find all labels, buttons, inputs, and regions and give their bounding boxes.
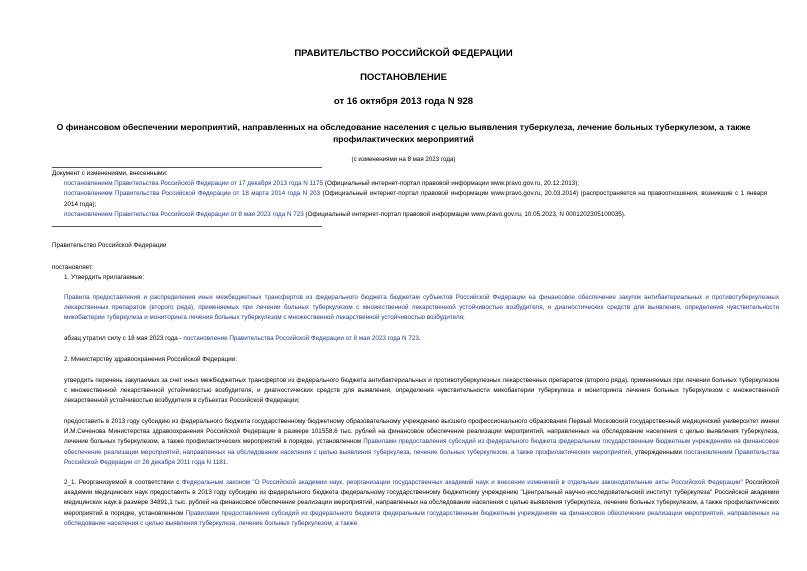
resolution-1181-link[interactable]: постановлением Правительства Российской Федерации от 28 декабря 2011 года N 1181 bbox=[64, 448, 780, 466]
separator-bottom bbox=[52, 226, 322, 227]
federal-law-link[interactable]: Федеральным законом "О Российской академии наук, реорганизации государственных академий наук и внесении изменений в отдельные законодательные акты Российской Федерации" bbox=[181, 479, 743, 486]
document-date-number: от 16 октября 2013 года N 928 bbox=[333, 96, 474, 107]
amendment-item: постановлением Правительства Российской Федерации от 18 марта 2014 года N 203 (Официальный интернет-портал правовой информации www.pravo.gov.ru, 20.03.2014) (распространяется на правоотношения, возникшие с 1 января 2014 года); bbox=[64, 190, 767, 208]
amendment-link[interactable]: постановлением Правительства Российской Федерации от 17 декабря 2013 года N 1175 bbox=[64, 180, 324, 188]
subsidy-rules-link-2[interactable]: Правилами предоставления субсидий из федерального бюджета федеральным государственным бюджетным учреждениям на финансовое обеспечение реализации мероприятий, направленных на обследование населения с целью выявления туберкулеза, лечение больных туберкулезом, а также bbox=[64, 509, 779, 527]
amendments-intro: Документ с изменениями, внесенными: bbox=[52, 170, 168, 177]
amendments-block bbox=[52, 169, 767, 220]
government-heading: ПРАВИТЕЛЬСТВО РОССИЙСКОЙ ФЕДЕРАЦИИ bbox=[294, 48, 513, 59]
subsidy-rules-link[interactable]: Правилами предоставления субсидий из федерального бюджета федеральным государственным бюджетным учреждениям на финансовое обеспечение реализации мероприятий, направленных на обследование населения с целью выявления туберкулеза, лечение больных туберкулезом, а также профилактических мероприятий bbox=[64, 438, 779, 456]
government-label: Правительство Российской Федерации bbox=[52, 242, 167, 249]
document-type-heading: ПОСТАНОВЛЕНИЕ bbox=[360, 72, 447, 83]
document-title: О финансовом обеспечении мероприятий, направленных на обследование населения с целью выявления туберкулеза, лечение больных туберкулезом, а также профилактических мероприятий bbox=[56, 122, 751, 144]
paragraph-2-1: 2_1. Реорганизуемой в соответствии с Федеральным законом "О Российской академии наук, реорганизации государственных академий наук и внесении изменений в отдельные законодательные акты Российской Федерации" Российской академии медицинских наук предоставить в 2013 году субсидию из федерального бюджета федеральному государственному бюджетному учреждению "Центральный научно-исследовательский институт туберкулеза" Российской академии медицинских наук в размере 34891,1 тыс. рублей на финансовое обеспечение реализации мероприятий, направленных на обследование населения с целью выявления туберкулеза, лечение больных туберкулезом, а также профилактических мероприятий в порядке, установленном Правилами предоставления субсидий из федерального бюджета федеральным государственным бюджетным учреждениям на финансовое обеспечение реализации мероприятий, направленных на обследование населения с целью выявления туберкулеза, лечение больных туберкулезом, а также bbox=[64, 479, 779, 527]
lost-force-paragraph: абзац утратил силу с 18 мая 2023 года - постановление Правительства Российской Федерации от 8 мая 2023 года N 723. bbox=[64, 335, 421, 342]
amendment-item: постановлением Правительства Российской Федерации от 8 мая 2023 года N 723 (Официальный интернет-портал правовой информации www.pravo.gov.ru, 10.05.2023, N 0001202305100035). bbox=[64, 210, 626, 218]
rules-link-paragraph bbox=[52, 293, 779, 324]
paragraph-subsidy: предоставить в 2013 году субсидию из федерального бюджета государственному бюджетному образовательному учреждению высшего профессионального образования Первый Московский государственный медицинский университет имени И.М.Сеченова Министерства здравоохранения Российской Федерации в размере 101558,6 тыс. рублей на финансовое обеспечение реализации мероприятий, направленных на обследование населения с целью выявления туберкулеза, лечение больных туберкулезом, а также профилактических мероприятий в порядке, установленном Правилами предоставления субсидий из федерального бюджета федеральным государственным бюджетным учреждениям на финансовое обеспечение реализации мероприятий, направленных на обследование населения с целью выявления туберкулеза, лечение больных туберкулезом, а также профилактических мероприятий, утвержденными постановлением Правительства Российской Федерации от 28 декабря 2011 года N 1181. bbox=[64, 418, 780, 466]
decides-text: постановляет: bbox=[52, 264, 94, 271]
amendment-item: постановлением Правительства Российской Федерации от 17 декабря 2013 года N 1175 (Официальный интернет-портал правовой информации www.pravo.gov.ru, 20.12.2013); bbox=[64, 180, 580, 188]
separator-top bbox=[52, 167, 322, 168]
paragraph-1: 1. Утвердить прилагаемые: bbox=[64, 274, 144, 281]
lost-force-link[interactable]: постановление Правительства Российской Федерации от 8 мая 2023 года N 723 bbox=[183, 335, 419, 342]
amendment-link[interactable]: постановлением Правительства Российской Федерации от 18 марта 2014 года N 203 bbox=[64, 190, 321, 198]
changes-note: (с изменениями на 8 мая 2023 года) bbox=[351, 156, 456, 163]
paragraph-2: 2. Министерству здравоохранения Российской Федерации: bbox=[64, 356, 238, 363]
amendment-link[interactable]: постановлением Правительства Российской Федерации от 8 мая 2023 года N 723 bbox=[64, 210, 304, 218]
paragraph-2-text: утвердить перечень закупаемых за счет иных межбюджетных трансфертов из федерального бюджета антибактериальных и противотуберкулезных лекарственных препаратов (второго ряда), применяемых при лечении больных туберкулезом с множественной лекарственной устойчивостью возбудителя, и диагностических средств для выявления, определения чувствительности микобактерии туберкулеза и мониторинга лечения больных туберкулезом с множественной лекарственной устойчивостью возбудителя в субъектах Российской Федерации; bbox=[64, 377, 779, 405]
rules-link[interactable]: Правила предоставления и распределения иных межбюджетных трансфертов из федерального бюджета бюджетам субъектов Российской Федерации на финансовое обеспечение закупок антибактериальных и противотуберкулезных лекарственных препаратов (второго ряда), применяемых при лечении больных туберкулезом с множественной лекарственной устойчивостью возбудителя, и диагностических средств для выявления, определения чувствительности микобактерии туберкулеза и мониторинга лечения больных туберкулезом с множественной лекарственной устойчивостью возбудителя; bbox=[64, 294, 779, 322]
